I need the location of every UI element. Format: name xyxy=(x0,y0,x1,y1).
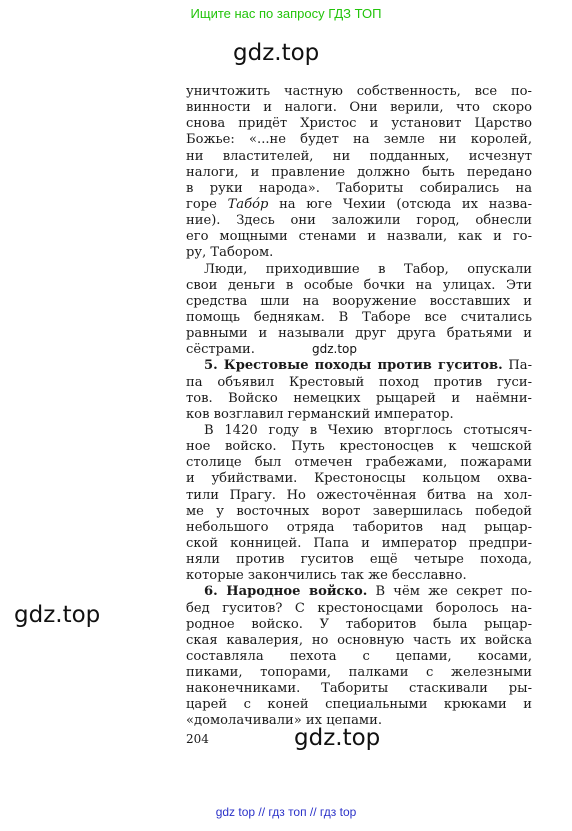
paragraph xyxy=(186,584,532,729)
paragraph xyxy=(186,358,532,423)
watermark: gdz.top xyxy=(233,40,320,66)
text-fragment: В чём же секрет по- xyxy=(367,584,532,600)
text-line: снова придёт Христос и установит Царство xyxy=(186,116,532,132)
text-line: «домолачивали» их цепами. xyxy=(186,713,382,729)
text-line xyxy=(186,584,532,600)
text-line: ние). Здесь они заложили город, обнесли xyxy=(186,213,532,229)
watermark: gdz.top xyxy=(294,725,381,751)
text-line: свои деньги в особые бочки на улицах. Эти xyxy=(186,277,532,293)
text-line: бед гуситов? С крестоносцами боролось на- xyxy=(186,600,532,616)
text-line: родное войско. У таборитов была рыцар- xyxy=(186,616,532,632)
text-line: горе Табóр на юге Чехии (отсюда их назва- xyxy=(186,196,532,212)
watermark: gdz.top xyxy=(312,342,358,356)
bottom-banner[interactable]: gdz top // гдз топ // гдз top xyxy=(215,805,357,819)
text-line: в руки народа». Табориты собирались на xyxy=(186,180,532,196)
text-line: пиками, топорами, палками с железными xyxy=(186,665,532,681)
text-line: его мощными стенами и назвали, как и го- xyxy=(186,229,532,245)
text-line: помощь беднякам. В Таборе все считались xyxy=(186,309,532,325)
text-line: небольшого отряда таборитов над рыцар- xyxy=(186,519,532,535)
text-line: Божье: «...не будет на земле ни королей, xyxy=(186,132,532,148)
text-line: ме у восточных ворот завершилась победой xyxy=(186,503,532,519)
text-line: сёстрами. xyxy=(186,342,255,358)
text-line: составляла пехота с цепами, косами, xyxy=(186,648,532,664)
text-line: и убийствами. Крестоносцы кольцом охва- xyxy=(186,471,532,487)
text-line: уничтожить частную собственность, все по- xyxy=(186,84,532,99)
text-line: Люди, приходившие в Табор, опускали xyxy=(204,261,532,277)
text-line: средства шли на вооружение восставших и xyxy=(186,293,532,309)
text-line: ни властителей, ни подданных, исчезнут xyxy=(186,148,532,164)
book-text xyxy=(186,84,532,730)
page-number: 204 xyxy=(186,732,209,746)
text-line: тили Прагу. Но ожесточённая битва на хол- xyxy=(186,487,532,503)
text-line: столице был отмечен грабежами, пожарами xyxy=(186,455,532,471)
top-banner[interactable]: Ищите нас по запросу ГДЗ ТОП xyxy=(190,6,382,21)
text-line: ру, Табором. xyxy=(186,245,274,261)
italic-term: Табóр xyxy=(227,196,269,212)
section-heading: 5. Крестовые походы против гуситов. xyxy=(204,358,503,374)
text-line: равными и называли друг друга братьями и xyxy=(186,326,532,342)
text-line xyxy=(186,358,532,374)
text-line: ков возглавил германский император. xyxy=(186,406,454,422)
text-line: ская кавалерия, но основную часть их войска xyxy=(186,632,532,648)
text-line: которые закончились так же бесславно. xyxy=(186,568,467,584)
paragraph xyxy=(186,84,532,262)
text-line: ное войско. Путь крестоносцев к чешской xyxy=(186,439,532,455)
paragraph xyxy=(186,423,532,584)
text-line: винности и налоги. Они верили, что скоро xyxy=(186,100,532,116)
text-line: па объявил Крестовый поход против гуси- xyxy=(186,374,532,390)
text-line: ской конницей. Папа и император предпри- xyxy=(186,535,532,551)
text-fragment: Па- xyxy=(502,358,532,374)
paragraph xyxy=(186,262,532,359)
watermark: gdz.top xyxy=(14,602,101,628)
text-line: налоги, и правление должно быть передано xyxy=(186,164,532,180)
text-line: В 1420 году в Чехию вторглось стотысяч- xyxy=(204,422,532,438)
section-heading: 6. Народное войско. xyxy=(204,584,368,600)
text-line: наконечниками. Табориты стаскивали ры- xyxy=(186,681,532,697)
text-line: няли против гуситов ещё четыре похода, xyxy=(186,552,532,568)
text-line: царей с коней специальными крюками и xyxy=(186,697,532,713)
text-line: тов. Войско немецких рыцарей и наёмни- xyxy=(186,390,532,406)
